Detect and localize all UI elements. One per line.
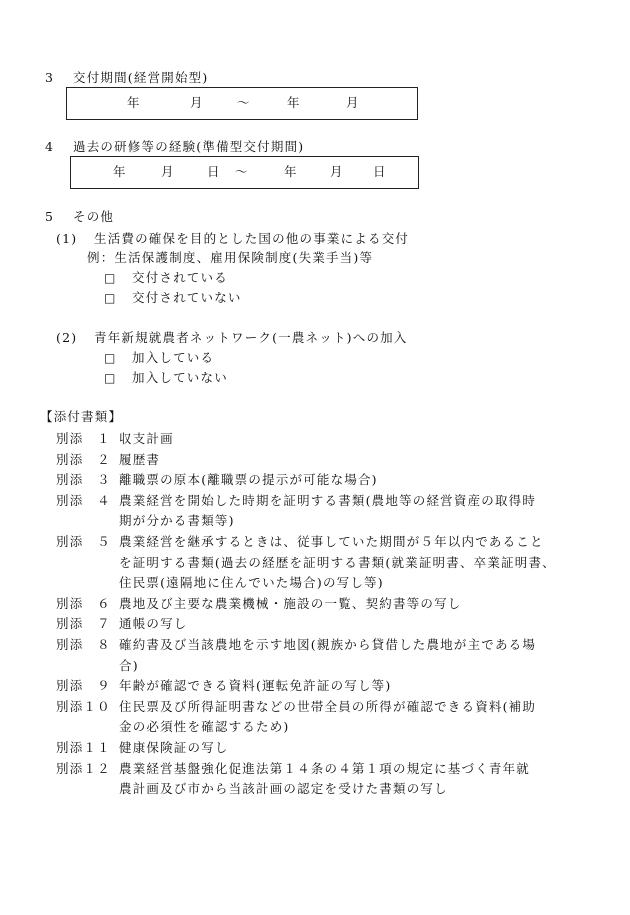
option-not-joined-label: 加入していない bbox=[132, 370, 228, 385]
attachment-label: 別添１０ bbox=[56, 698, 111, 714]
box-tilde: 〜 bbox=[235, 164, 249, 179]
question-2-number: (2) bbox=[56, 330, 78, 345]
attachment-text-line: 履歴書 bbox=[119, 451, 161, 467]
section-3-title: 交付期間(経営開始型) bbox=[73, 70, 209, 85]
checkbox-not-joined[interactable]: □ bbox=[104, 371, 117, 385]
attachment-label: 別添 ３ bbox=[56, 472, 111, 488]
section-4-title: 過去の研修等の経験(準備型交付期間) bbox=[73, 139, 305, 154]
attachment-label: 別添 ７ bbox=[56, 616, 111, 632]
box-year: 年 bbox=[284, 164, 298, 179]
question-1-number: (1) bbox=[56, 231, 78, 246]
attachment-text-line: 確約書及び当該農地を示す地図(親族から貸借した農地が主である場 bbox=[119, 637, 537, 652]
box-year: 年 bbox=[287, 95, 301, 110]
attachment-label: 別添 ２ bbox=[56, 451, 111, 467]
attachment-text-line: 離職票の原本(離職票の提示が可能な場合) bbox=[119, 472, 378, 488]
attachment-text-line: 金の必須性を確認するため) bbox=[119, 719, 290, 735]
attachment-label: 別添 ９ bbox=[56, 678, 111, 694]
attachment-text-line: 健康保険証の写し bbox=[119, 740, 229, 755]
attachment-label: 別添 ８ bbox=[56, 637, 111, 652]
question-2-text: 青年新規就農者ネットワーク(一農ネット)への加入 bbox=[94, 330, 408, 345]
box-month: 月 bbox=[161, 164, 175, 179]
box-day: 日 bbox=[207, 164, 221, 179]
attachment-label: 別添１２ bbox=[56, 760, 111, 776]
attachment-text-line: を証明する書類(過去の経歴を証明する書類(就業証明書、卒業証明書、 bbox=[119, 554, 556, 570]
attachment-text-line: 住民票及び所得証明書などの世帯全員の所得が確認できる資料(補助 bbox=[119, 698, 537, 714]
period-box-prep-type bbox=[70, 156, 419, 189]
section-5-number: 5 bbox=[45, 209, 55, 224]
attachment-text-line: 農業経営を開始した時期を証明する書類(農地等の経営資産の取得時 bbox=[119, 492, 537, 508]
attachment-label: 別添 ５ bbox=[56, 534, 111, 549]
checkbox-received[interactable]: □ bbox=[104, 271, 117, 285]
attachments-heading: 【添付書類】 bbox=[40, 409, 123, 424]
box-day: 日 bbox=[373, 164, 387, 179]
period-box-start-type bbox=[66, 87, 418, 120]
attachment-text-line: 農業経営を継承するときは、従事していた期間が５年以内であること bbox=[119, 534, 544, 549]
attachment-text-line: 期が分かる書類等) bbox=[119, 513, 235, 529]
question-1-text: 生活費の確保を目的とした国の他の事業による交付 bbox=[94, 231, 410, 246]
option-received-label: 交付されている bbox=[132, 270, 228, 285]
option-joined-label: 加入している bbox=[132, 350, 215, 365]
attachment-text-line: 住民票(遠隔地に住んでいた場合)の写し等) bbox=[119, 575, 384, 591]
checkbox-not-received[interactable]: □ bbox=[104, 291, 117, 305]
attachment-text-line: 収支計画 bbox=[119, 431, 174, 446]
question-1-example: 例：生活保護制度、雇用保険制度(失業手当)等 bbox=[87, 250, 374, 265]
attachment-text-line: 農地及び主要な農業機械・施設の一覧、契約書等の写し bbox=[119, 595, 462, 611]
section-3-number: 3 bbox=[45, 70, 55, 85]
attachment-label: 別添１１ bbox=[56, 740, 111, 755]
section-5-title: その他 bbox=[73, 209, 115, 224]
attachment-label: 別添 ６ bbox=[56, 595, 111, 611]
attachment-text-line: 合) bbox=[119, 657, 139, 673]
box-year: 年 bbox=[113, 164, 127, 179]
box-month: 月 bbox=[190, 95, 204, 110]
attachment-text-line: 農業経営基盤強化促進法第１４条の４第１項の規定に基づく青年就 bbox=[119, 760, 531, 776]
box-month: 月 bbox=[330, 164, 344, 179]
box-year: 年 bbox=[127, 95, 141, 110]
box-month: 月 bbox=[346, 95, 360, 110]
attachment-label: 別添 １ bbox=[56, 431, 111, 446]
box-tilde: 〜 bbox=[237, 95, 251, 110]
checkbox-joined[interactable]: □ bbox=[104, 351, 117, 365]
attachment-text-line: 年齢が確認できる資料(運転免許証の写し等) bbox=[119, 678, 392, 694]
attachment-text-line: 農計画及び市から当該計画の認定を受けた書類の写し bbox=[119, 781, 448, 797]
attachment-label: 別添 ４ bbox=[56, 492, 111, 508]
section-4-number: 4 bbox=[45, 139, 55, 154]
attachment-text-line: 通帳の写し bbox=[119, 616, 188, 632]
option-not-received-label: 交付されていない bbox=[132, 290, 242, 305]
